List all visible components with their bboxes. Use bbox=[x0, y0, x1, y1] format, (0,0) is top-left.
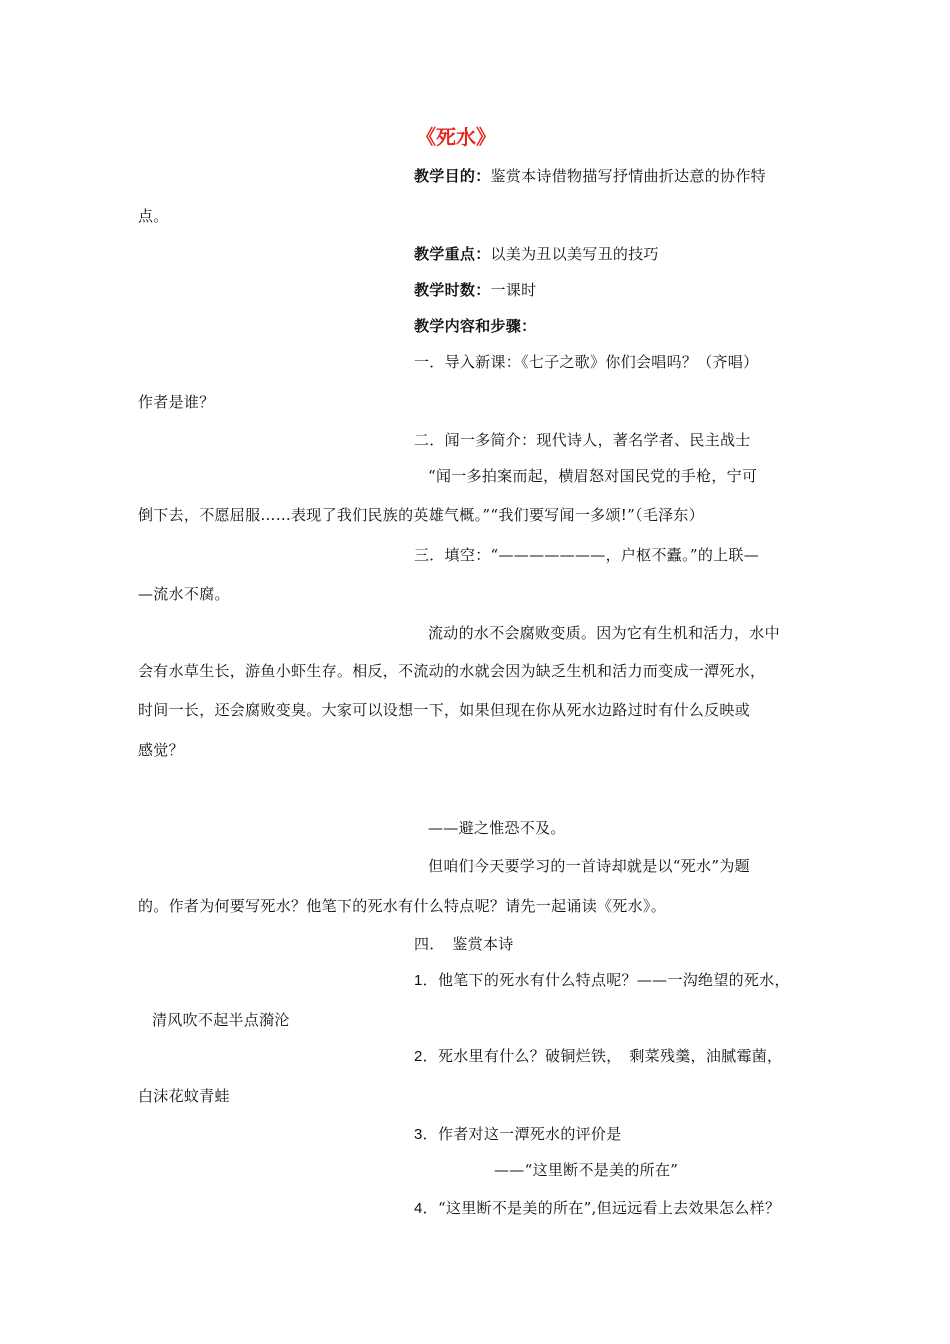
step-four-heading: 四． 鉴赏本诗 bbox=[414, 935, 514, 953]
teaching-goal-cont: 点。 bbox=[138, 207, 169, 225]
question-1-cont: 清风吹不起半点漪沦 bbox=[152, 1011, 290, 1029]
question-1-text: 他笔下的死水有什么特点呢？——一沟绝望的死水， bbox=[437, 971, 790, 989]
teaching-hours-label: 教学时数： bbox=[414, 281, 491, 299]
question-4-number: 4． bbox=[414, 1200, 438, 1217]
question-3-text: 作者对这一潭死水的评价是 bbox=[437, 1125, 622, 1143]
teaching-goal-label: 教学目的： bbox=[414, 167, 491, 185]
question-1 bbox=[414, 970, 790, 991]
question-4 bbox=[414, 1198, 780, 1219]
step-one-cont: 作者是谁？ bbox=[138, 393, 215, 411]
intro-line-1: 但咱们今天要学习的一首诗却就是以“死水”为题 bbox=[428, 857, 750, 875]
question-2 bbox=[414, 1046, 782, 1067]
question-4-text: “这里断不是美的所在”,但远远看上去效果怎么样？ bbox=[437, 1199, 781, 1217]
teaching-steps-label: 教学内容和步骤： bbox=[414, 317, 537, 335]
question-3-answer: ——“这里断不是美的所在” bbox=[494, 1161, 679, 1179]
paragraph-line-4: 感觉？ bbox=[138, 741, 184, 759]
question-3 bbox=[414, 1124, 622, 1145]
paragraph-line-2: 会有水草生长，游鱼小虾生存。相反，不流动的水就会因为缺乏生机和活力而变成一潭死水， bbox=[138, 662, 766, 680]
question-2-number: 2． bbox=[414, 1048, 438, 1065]
teaching-hours bbox=[414, 280, 536, 300]
question-1-number: 1． bbox=[414, 972, 438, 989]
question-2-cont: 白沫花蚊青蛙 bbox=[138, 1087, 230, 1105]
answer-line: ——避之惟恐不及。 bbox=[428, 819, 566, 837]
quote-line-2: 倒下去，不愿屈服……表现了我们民族的英雄气概。”“我们要写闻一多颂!”（毛泽东） bbox=[138, 506, 705, 524]
paragraph-line-3: 时间一长，还会腐败变臭。大家可以设想一下，如果但现在你从死水边路过时有什么反映或 bbox=[138, 701, 751, 719]
question-2-text: 死水里有什么？破铜烂铁， 剩菜残羹，油腻霉菌， bbox=[437, 1047, 783, 1065]
quote-line-1: “闻一多拍案而起，横眉怒对国民党的手枪，宁可 bbox=[428, 467, 758, 485]
intro-line-2: 的。作者为何要写死水？他笔下的死水有什么特点呢？请先一起诵读《死水》。 bbox=[138, 897, 667, 915]
paragraph-line-1: 流动的水不会腐败变质。因为它有生机和活力，水中 bbox=[428, 624, 780, 642]
step-three-cont: —流水不腐。 bbox=[138, 585, 230, 603]
teaching-focus bbox=[414, 244, 659, 264]
teaching-hours-text: 一课时 bbox=[490, 281, 537, 299]
teaching-goal-text: 鉴赏本诗借物描写抒情曲折达意的协作特 bbox=[490, 167, 766, 185]
question-3-number: 3． bbox=[414, 1126, 438, 1143]
step-one: 一．导入新课：《七子之歌》你们会唱吗？（齐唱） bbox=[414, 353, 759, 371]
step-three: 三．填空：“———————，户枢不蠹。”的上联— bbox=[414, 546, 760, 564]
document-title: 《死水》 bbox=[416, 125, 496, 149]
teaching-goal bbox=[414, 166, 766, 186]
teaching-focus-text: 以美为丑以美写丑的技巧 bbox=[490, 245, 659, 263]
teaching-focus-label: 教学重点： bbox=[414, 245, 491, 263]
step-two: 二．闻一多简介：现代诗人，著名学者、民主战士 bbox=[414, 431, 751, 449]
